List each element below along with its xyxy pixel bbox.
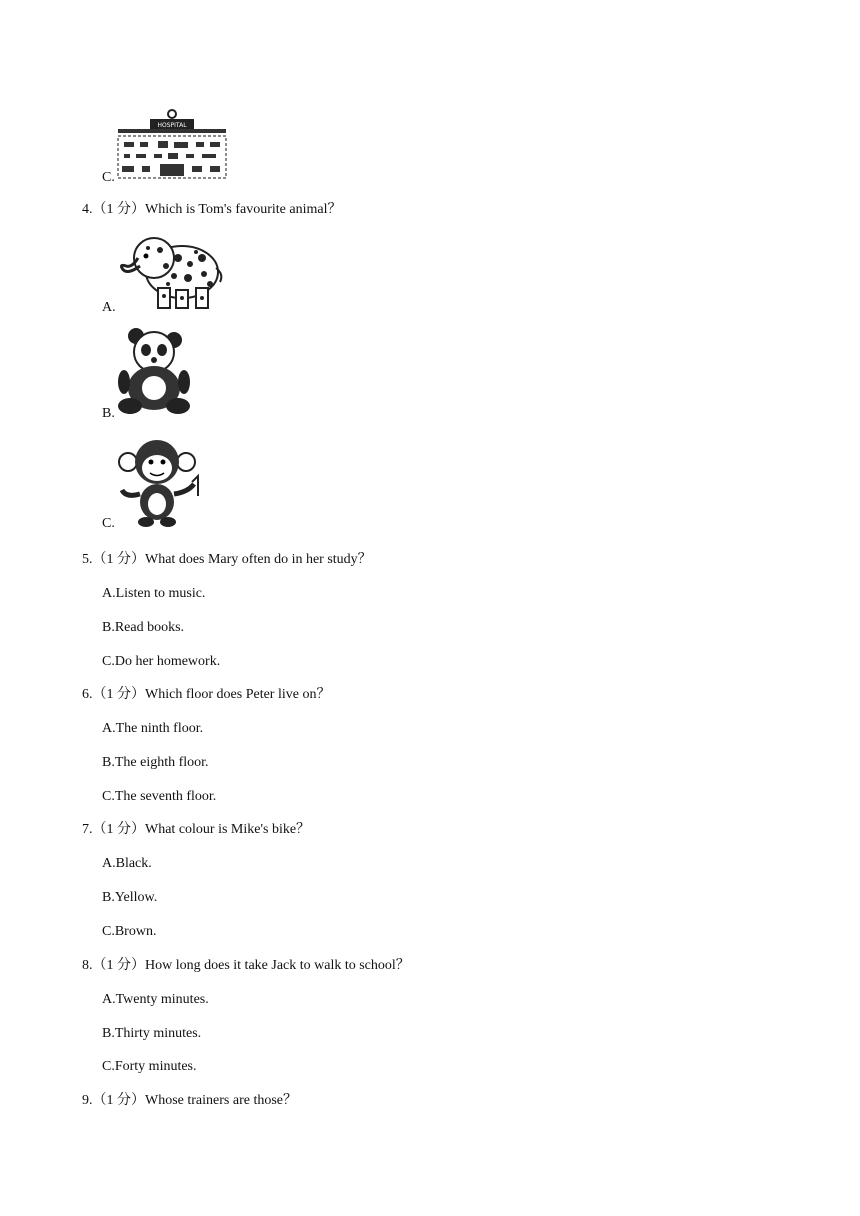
q8-option-b: B.Thirty minutes.: [102, 1026, 202, 1041]
question-text: Whose trainers are those？: [145, 1093, 297, 1108]
question-score: （1 分）: [92, 958, 145, 973]
question-text: Which is Tom's favourite animal？: [145, 202, 342, 217]
q8-option-c: C.Forty minutes.: [102, 1059, 197, 1074]
question-number: 8.: [82, 958, 93, 973]
question-text: What colour is Mike's bike？: [145, 822, 311, 837]
question-text: Which floor does Peter live on？: [145, 687, 331, 702]
q4-option-c-label: C.: [102, 516, 115, 531]
question-7: [82, 822, 310, 838]
question-9: [82, 1093, 297, 1109]
q5-option-c: C.Do her homework.: [102, 654, 221, 669]
question-8: [82, 958, 410, 974]
q5-option-b: B.Read books.: [102, 620, 185, 635]
question-text: What does Mary often do in her study？: [145, 552, 372, 567]
q8-option-a: A.Twenty minutes.: [102, 992, 209, 1007]
question-score: （1 分）: [92, 1093, 145, 1108]
question-4: [82, 202, 341, 218]
q7-option-a: A.Black.: [102, 856, 152, 871]
q4-option-a-label: A.: [102, 300, 116, 315]
monkey-icon: [116, 438, 202, 528]
q7-option-c: C.Brown.: [102, 924, 157, 939]
question-number: 9.: [82, 1093, 93, 1108]
q4-option-b-label: B.: [102, 406, 115, 421]
q7-option-b: B.Yellow.: [102, 890, 158, 905]
question-number: 4.: [82, 202, 93, 217]
question-score: （1 分）: [92, 552, 145, 567]
panda-icon: [116, 326, 192, 416]
question-number: 6.: [82, 687, 93, 702]
question-score: （1 分）: [92, 202, 145, 217]
question-score: （1 分）: [92, 822, 145, 837]
q6-option-c: C.The seventh floor.: [102, 789, 217, 804]
question-score: （1 分）: [92, 687, 145, 702]
question-5: [82, 552, 372, 568]
question-number: 7.: [82, 822, 93, 837]
q6-option-a: A.The ninth floor.: [102, 721, 204, 736]
question-6: [82, 687, 330, 703]
question-number: 5.: [82, 552, 93, 567]
q6-option-b: B.The eighth floor.: [102, 755, 209, 770]
q5-option-a: A.Listen to music.: [102, 586, 206, 601]
svg-text:HOSPITAL: HOSPITAL: [157, 122, 187, 129]
elephant-icon: [116, 228, 226, 312]
hospital-image: [114, 108, 230, 180]
q3-option-c-label: C.: [102, 170, 115, 185]
question-text: How long does it take Jack to walk to school？: [145, 958, 410, 973]
